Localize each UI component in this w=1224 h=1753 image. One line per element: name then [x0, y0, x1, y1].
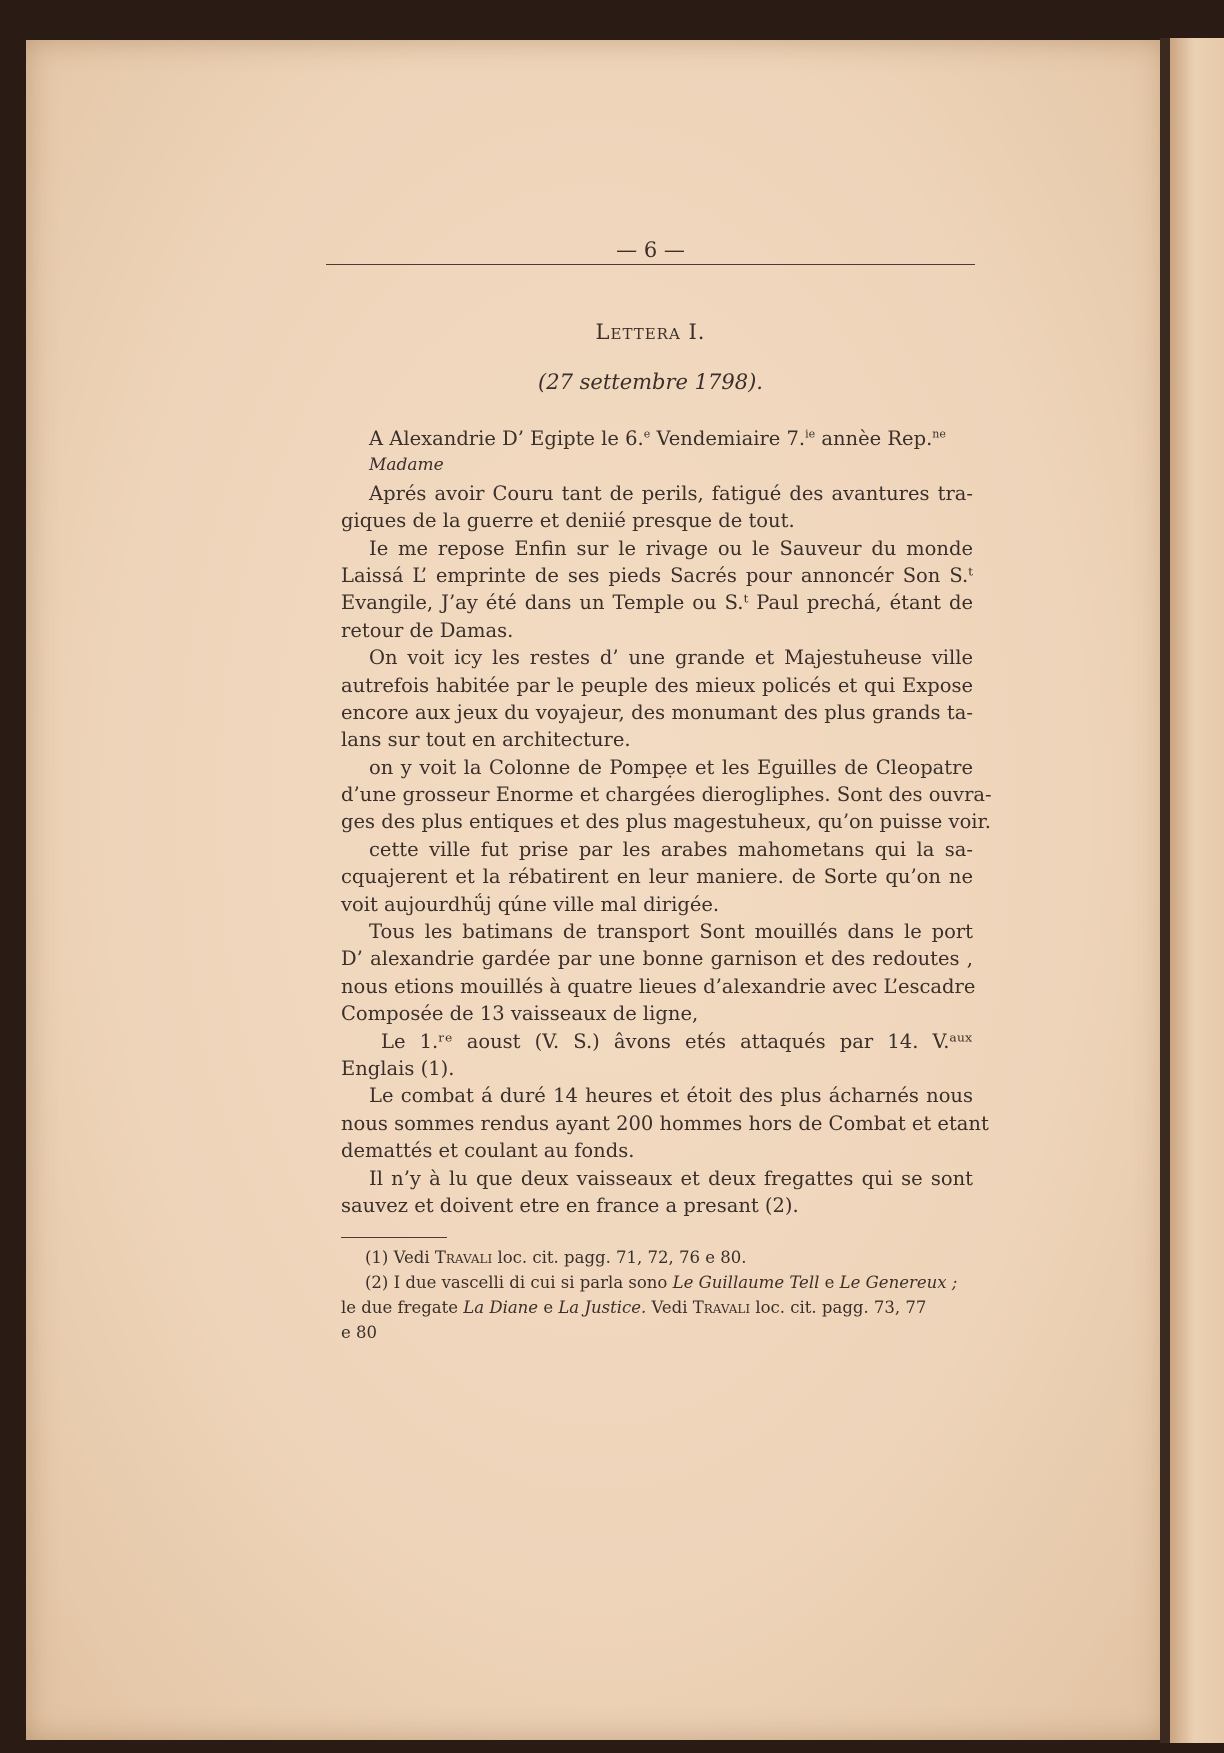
- heading-text: annèe Rep.: [815, 427, 933, 450]
- footnotes: [341, 1245, 977, 1345]
- text-line: Evangile, J’ay été dans un Temple ou S.ᵗ Paul prechá, étant de: [341, 591, 973, 615]
- text-line: giques de la guerre et deniié presque de tout.: [341, 509, 795, 533]
- text-line: encore aux jeux du voyajeur, des monumant des plus grands ta-: [341, 700, 973, 724]
- text-line: Laissá L’ emprinte de ses pieds Sacrés pour annoncér Son S.ᵗ: [341, 563, 973, 587]
- salutation: Madame: [369, 455, 444, 476]
- fn-ship: La Justice.: [558, 1298, 647, 1317]
- heading-text: Vendemiaire 7.: [650, 427, 806, 450]
- text-line: retour de Damas.: [341, 618, 514, 642]
- text-line: autrefois habitée par le peuple des mieux policés et qui Expose: [341, 673, 973, 697]
- heading-sup: ie: [805, 427, 816, 441]
- text-line: Il n’y à lu que deux vaisseaux et deux fregattes qui se sont: [369, 1166, 973, 1190]
- text-line: Le 1.ʳᵉ aoust (V. S.) âvons etés attaqués par 14. V.ᵃᵘˣ: [381, 1029, 973, 1053]
- text-line: cquajerent et la rébatirent en leur maniere. de Sorte qu’on ne: [341, 865, 973, 889]
- letter-body: [341, 425, 992, 1219]
- text-line: Tous les batimans de transport Sont mouillés dans le port: [369, 920, 973, 944]
- letter-heading: [341, 425, 973, 452]
- footnote-rule: [341, 1237, 447, 1238]
- fn-text: (2) I due vascelli di cui si parla sono: [365, 1273, 673, 1292]
- fn-text: e: [538, 1298, 559, 1317]
- adjacent-page-edge: [1170, 38, 1224, 1743]
- fn-text: e: [819, 1273, 840, 1292]
- fn-text: (1) Vedi: [365, 1248, 435, 1267]
- text-line: Ie me repose Enfin sur le rivage ou le Sauveur du monde: [369, 536, 973, 560]
- text-line: D’ alexandrie gardée par une bonne garnison et des redoutes ,: [341, 947, 973, 971]
- body-lines: [341, 480, 992, 1220]
- footnote-2-cont: [341, 1295, 977, 1320]
- page-number: — 6 —: [616, 238, 685, 262]
- text-line: d’une grosseur Enorme et chargées dierogliphes. Sont des ouvra-: [341, 783, 992, 807]
- text-line: cette ville fut prise par les arabes mahometans qui la sa-: [369, 837, 973, 861]
- fn-author: Travali: [692, 1298, 751, 1317]
- fn-author: Travali: [434, 1248, 493, 1267]
- text-line: On voit icy les restes d’ une grande et Majestuheuse ville: [369, 646, 973, 670]
- fn-text: le due fregate: [341, 1298, 464, 1317]
- text-line: nous etions mouillés à quatre lieues d’alexandrie avec L’escadre: [341, 974, 976, 998]
- text-line: sauvez et doivent etre en france a presant (2).: [341, 1193, 799, 1217]
- text-line: on y voit la Colonne de Pompẹe et les Eguilles de Cleopatre: [369, 755, 973, 779]
- text-line: ges des plus entiques et des plus magestuheux, qu’on puisse voir.: [341, 810, 991, 834]
- fn-ship: La Diane: [463, 1298, 539, 1317]
- fn-text: loc. cit. pagg. 71, 72, 76 e 80.: [492, 1248, 747, 1267]
- heading-sup: e: [643, 427, 651, 441]
- header-rule: [326, 264, 975, 265]
- text-line: lans sur tout en architecture.: [341, 728, 631, 752]
- fn-text: Vedi: [646, 1298, 693, 1317]
- text-line: Aprés avoir Couru tant de perils, fatigué des avantures tra-: [369, 481, 973, 505]
- footnote-2-end: e 80: [341, 1323, 378, 1342]
- footnote-1: [341, 1245, 977, 1270]
- fn-ship: Le Genereux ;: [839, 1273, 958, 1292]
- text-line: voit aujourdhǘj qúne ville mal dirigée.: [341, 892, 720, 916]
- book-gutter: [1160, 38, 1170, 1743]
- letter-date: (27 settembre 1798).: [538, 370, 763, 394]
- letter-title: Lettera I.: [595, 320, 706, 344]
- heading-text: A Alexandrie D’ Egipte le 6.: [369, 427, 644, 450]
- footnote-2: [341, 1270, 977, 1295]
- text-line: Englais (1).: [341, 1056, 455, 1080]
- text-line: Le combat á duré 14 heures et étoit des plus ácharnés nous: [369, 1084, 973, 1108]
- fn-ship: Le Guillaume Tell: [672, 1273, 820, 1292]
- heading-sup: ne: [932, 427, 946, 441]
- text-line: nous sommes rendus ayant 200 hommes hors de Combat et etant: [341, 1111, 989, 1135]
- text-line: Composée de 13 vaisseaux de ligne,: [341, 1002, 699, 1026]
- fn-text: loc. cit. pagg. 73, 77: [750, 1298, 927, 1317]
- text-line: demattés et coulant au fonds.: [341, 1139, 635, 1163]
